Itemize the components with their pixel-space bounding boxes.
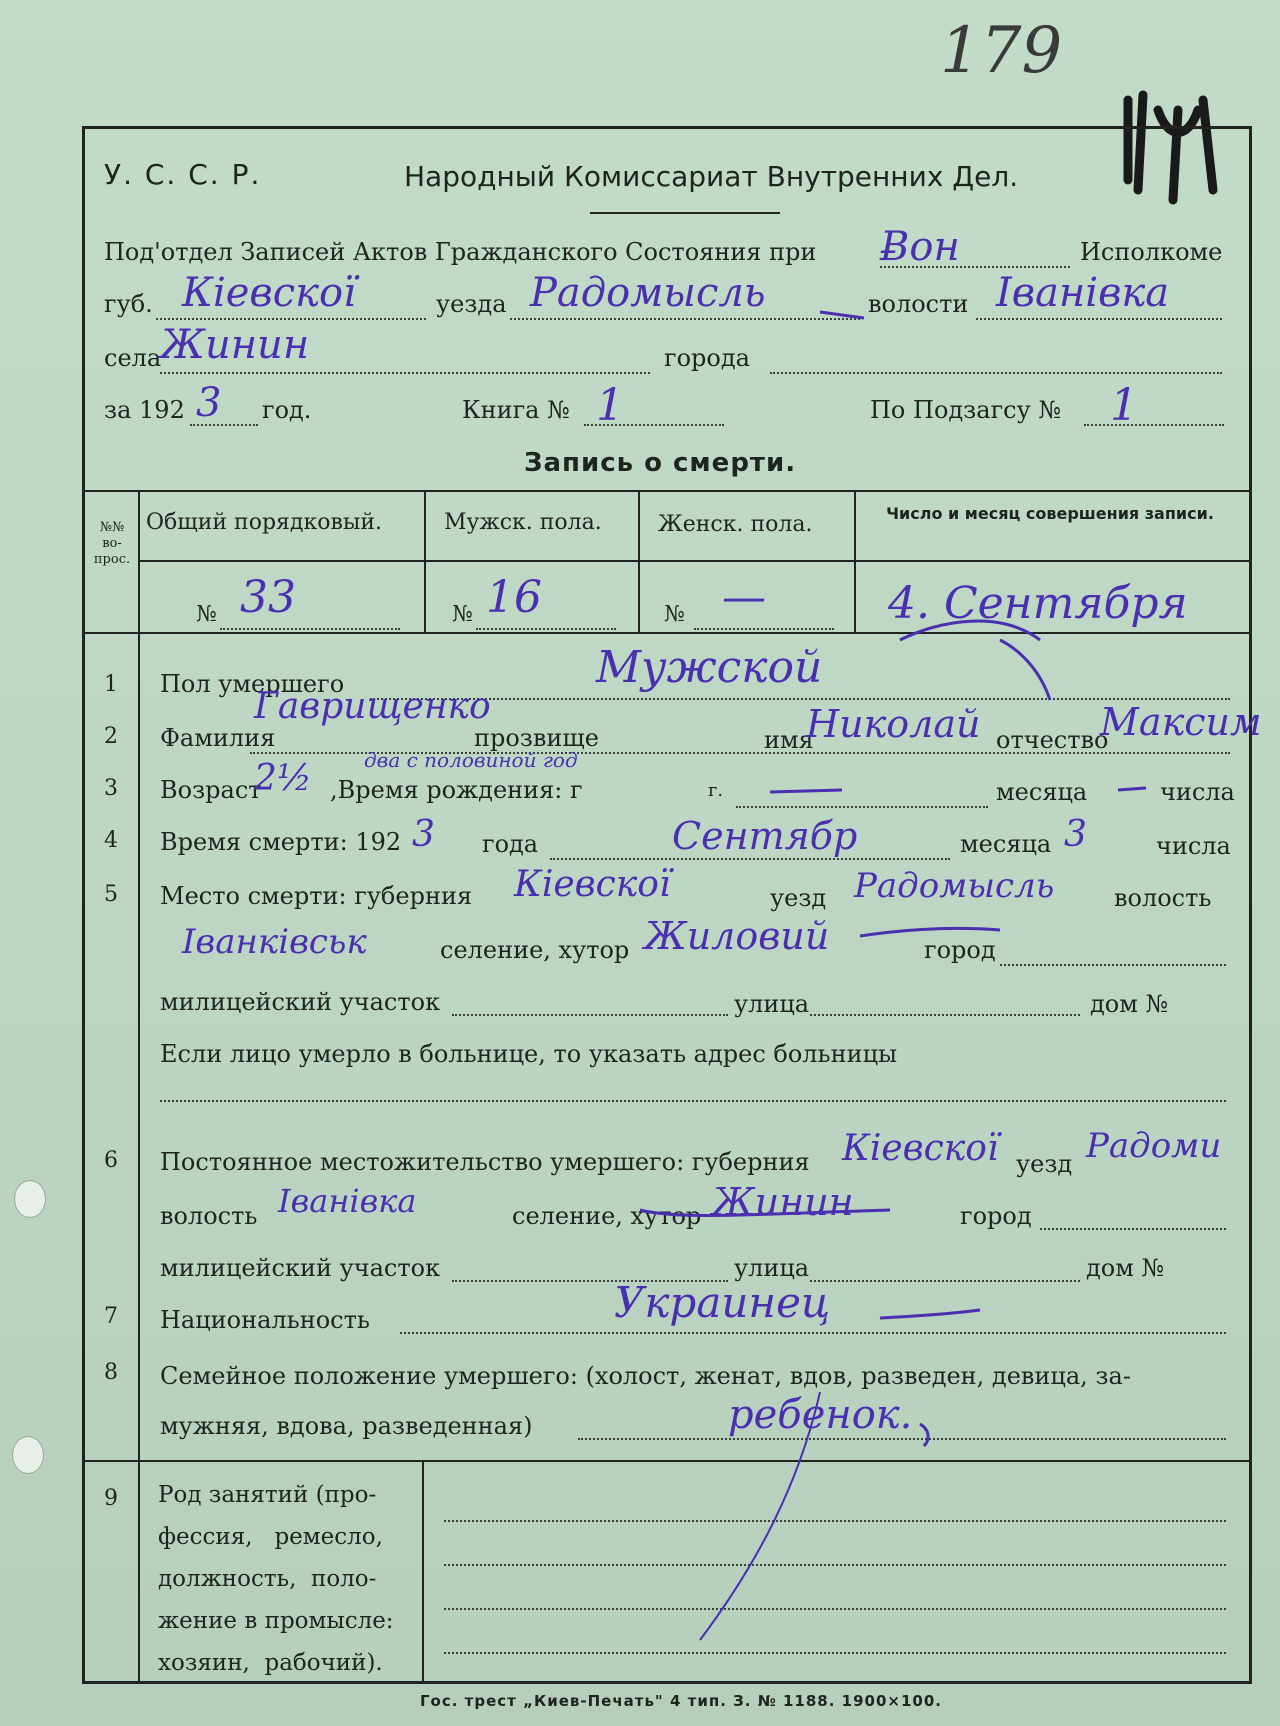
hw-r4-day: 3 — [1064, 814, 1087, 855]
dots — [444, 1520, 1226, 1522]
col-q-header: №№ во- прос. — [93, 520, 131, 567]
r5-street-label: улица — [734, 990, 810, 1018]
hw-r2-patronymic: Максим — [1100, 700, 1262, 744]
col-male-header: Мужск. пола. — [444, 510, 602, 535]
hw-r6-gub: Кіевскої — [842, 1128, 999, 1169]
r9-label — [158, 1474, 410, 1684]
r8-line2: мужняя, вдова, разведенная) — [160, 1412, 533, 1440]
row9-top-rule — [84, 1460, 1250, 1462]
table-header-rule — [84, 632, 1250, 634]
punch-hole-upper — [14, 1180, 46, 1218]
year-suffix: год. — [262, 396, 312, 424]
dots — [444, 1608, 1226, 1610]
r9-line: фессия, ремесло, — [158, 1524, 383, 1550]
general-num-prefix: № — [196, 602, 217, 627]
hw-uezd: Радомысль — [530, 270, 766, 316]
dots — [1040, 1228, 1226, 1230]
hw-r8-marital: ребенок. — [728, 1392, 913, 1438]
hw-volost: Іванівка — [996, 270, 1170, 316]
r5-city-label: город — [924, 936, 996, 964]
r3-month-label: месяца — [996, 778, 1088, 806]
r9-line: должность, поло- — [158, 1566, 377, 1592]
hw-r5-volost: Іванківськ — [182, 922, 367, 962]
dots — [694, 628, 834, 630]
hw-r4-month: Сентябр — [672, 814, 858, 858]
r4-year-label: года — [482, 830, 539, 858]
table-top-rule — [84, 490, 1250, 492]
r5-volost-label: волость — [1114, 884, 1212, 912]
hw-r6-selo: Жинин — [712, 1180, 854, 1224]
col-general-header: Общий порядковый. — [146, 510, 383, 535]
hw-female-number: — — [722, 572, 766, 623]
r6-uezd-label: уезд — [1016, 1150, 1073, 1178]
male-num-prefix: № — [452, 602, 473, 627]
r6-street-label: улица — [734, 1254, 810, 1282]
hw-r3-note: два с половиной год — [364, 748, 578, 772]
row9-col-rule — [422, 1460, 424, 1682]
r5-selo-label: селение, хутор — [440, 936, 630, 964]
r2-name-label: имя — [764, 726, 814, 754]
row-num-7: 7 — [104, 1304, 118, 1329]
hw-r5-uezd: Радомысль — [854, 866, 1055, 906]
r5-label: Место смерти: губерния — [160, 882, 473, 910]
hw-gub: Кіевскої — [182, 270, 356, 316]
dots — [976, 318, 1222, 320]
dots — [810, 1014, 1080, 1016]
r3-day-label: числа — [1160, 778, 1235, 806]
r2-patronymic-label: отчество — [996, 726, 1109, 754]
hw-r2-name: Николай — [806, 702, 981, 746]
row-num-9: 9 — [104, 1486, 118, 1511]
hw-r5-gub: Кіевскої — [514, 864, 671, 905]
year-prefix: за 192 — [104, 396, 185, 424]
hw-record-date: 4. Сентября — [888, 578, 1188, 629]
hw-r7-nationality: Украинец — [614, 1278, 831, 1327]
hw-r4-year: 3 — [412, 814, 435, 855]
col-date-header: Число и месяц совершения записи. — [886, 504, 1214, 523]
r5-house-label: дом № — [1090, 990, 1169, 1018]
r6-city-label: город — [960, 1202, 1032, 1230]
executive-label: Исполкоме — [1080, 238, 1223, 266]
hw-podzag: 1 — [1110, 380, 1138, 431]
subdept-line: Под'отдел Записей Актов Гражданского Состояния при — [104, 238, 817, 266]
dots — [810, 1280, 1080, 1282]
dots — [160, 372, 650, 374]
row-num-5: 5 — [104, 882, 118, 907]
r6-label: Постоянное местожительство умершего: губерния — [160, 1148, 810, 1176]
printer-footer: Гос. трест „Киев-Печать" 4 тип. З. № 1188. 1900×100. — [420, 1692, 942, 1710]
dots — [736, 806, 988, 808]
goroda-label: города — [664, 344, 750, 372]
dots — [160, 1100, 1226, 1102]
row-num-1: 1 — [104, 672, 118, 697]
dots — [584, 424, 724, 426]
r6-house-label: дом № — [1086, 1254, 1165, 1282]
hw-year: 3 — [196, 380, 222, 426]
record-title: Запись о смерти. — [524, 448, 797, 478]
r9-line: хозяин, рабочий). — [158, 1650, 383, 1676]
row-num-2: 2 — [104, 724, 118, 749]
r9-line: жение в промысле: — [158, 1608, 394, 1634]
hw-executive: Ƀон — [880, 224, 960, 270]
header-rule — [590, 212, 780, 214]
row-num-4: 4 — [104, 828, 118, 853]
r6-selo-label: селение, хутор — [512, 1202, 702, 1230]
r4-day-label: числа — [1156, 832, 1231, 860]
dots — [550, 858, 950, 860]
year-label — [104, 396, 185, 424]
hw-r3-age: 2½ — [254, 758, 312, 799]
volost-label: волости — [868, 290, 969, 318]
hw-r6-uezd: Радоми — [1086, 1126, 1222, 1166]
r1-label: Пол умершего — [160, 670, 345, 698]
hw-r2-surname: Гаврищенко — [254, 686, 491, 727]
dots — [770, 372, 1222, 374]
row-num-3: 3 — [104, 776, 118, 801]
header-sub-rule — [140, 560, 1250, 562]
r2-label: Фамилия — [160, 724, 276, 752]
dots — [220, 628, 400, 630]
r3-birth-label: ,Время рождения: г — [330, 776, 583, 804]
dots — [190, 424, 258, 426]
r6-militia-label: милицейский участок — [160, 1254, 441, 1282]
r5-hospital-label: Если лицо умерло в больнице, то указать адрес больницы — [160, 1040, 898, 1068]
r4-month-label: месяца — [960, 830, 1052, 858]
r5-militia-label: милицейский участок — [160, 988, 441, 1016]
dots — [476, 628, 616, 630]
punch-hole-lower — [12, 1436, 44, 1474]
row-num-8: 8 — [104, 1360, 118, 1385]
dots — [156, 318, 426, 320]
r4-label: Время смерти: 192 — [160, 828, 402, 856]
r3-label: Возраст — [160, 776, 262, 804]
r6-volost-label: волость — [160, 1202, 258, 1230]
ministry-title: Народный Комиссариат Внутренних Дел. — [404, 160, 1019, 193]
hw-r5-selo: Жиловий — [644, 914, 830, 958]
r7-label: Национальность — [160, 1306, 370, 1334]
r8-line1: Семейное положение умершего: (холост, женат, вдов, разведен, девица, за- — [160, 1362, 1131, 1390]
dots — [400, 1332, 1226, 1334]
r3-year-label: г. — [708, 780, 724, 801]
dots — [1000, 964, 1226, 966]
dots — [444, 1564, 1226, 1566]
female-num-prefix: № — [664, 602, 685, 627]
podzag-label: По Подзагсу № — [870, 396, 1062, 424]
r5-uezd-label: уезд — [770, 884, 827, 912]
r9-line: Род занятий (про- — [158, 1482, 377, 1508]
r2-nickname-label: прозвище — [474, 724, 599, 752]
dots — [444, 1652, 1226, 1654]
dots — [510, 318, 860, 320]
dots — [1084, 424, 1224, 426]
hw-sela: Жинин — [160, 322, 310, 368]
dots — [452, 1014, 728, 1016]
row-num-6: 6 — [104, 1148, 118, 1173]
hw-kniga: 1 — [596, 380, 624, 431]
dots — [578, 1438, 1226, 1440]
uezd-label: уезда — [436, 290, 507, 318]
hw-male-number: 16 — [486, 572, 542, 623]
republic-title: У. С. С. Р. — [104, 158, 262, 191]
hw-general-number: 33 — [240, 572, 296, 623]
kniga-label: Книга № — [462, 396, 570, 424]
hw-r1-sex: Мужской — [596, 642, 823, 693]
hw-r6-volost: Іванівка — [278, 1182, 417, 1220]
col-rule — [138, 490, 140, 1682]
gub-label: губ. — [104, 290, 153, 318]
col-female-header: Женск. пола. — [658, 512, 813, 537]
sela-label: села — [104, 344, 162, 372]
archive-number: 179 — [940, 14, 1063, 88]
